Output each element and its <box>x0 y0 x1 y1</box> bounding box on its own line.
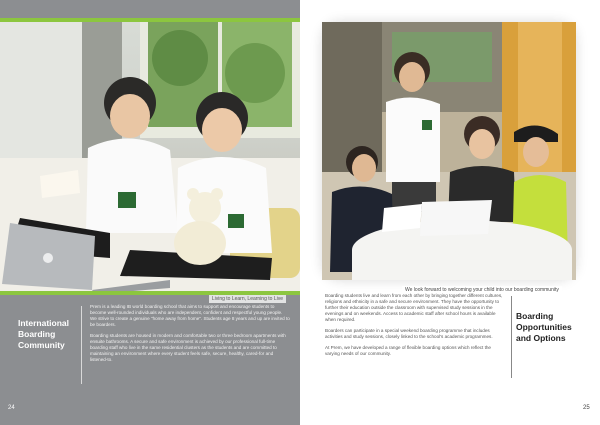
heading-line: Boarding <box>18 329 56 339</box>
left-photo-caption: Living to Learn, Learning to Live <box>209 295 286 303</box>
page-number-right: 25 <box>583 405 590 411</box>
right-column-divider <box>511 296 512 378</box>
heading-line: International <box>18 318 70 328</box>
heading-line: Community <box>18 340 65 350</box>
boys-reading-photo <box>0 18 300 302</box>
right-photo-caption: We look forward to welcoming your child into our boarding community <box>402 286 562 294</box>
heading-line: Boarding <box>516 311 554 321</box>
bottom-accent-rule <box>0 291 300 295</box>
paragraph: Boarding students live and learn from each other by bringing together different cultures, religions and ethnicity in a safe and secure environment. They have the opportunity to further their education outside the classroom with supervised study sessions in the evenings and on weekends. Access to academic staff after school hours is available when required. <box>325 293 503 322</box>
left-body-text <box>90 304 290 368</box>
heading-line: and Options <box>516 333 566 343</box>
left-column-divider <box>81 306 82 384</box>
right-body-text <box>325 293 505 362</box>
boys-reading-illustration <box>0 18 300 294</box>
page-number-left: 24 <box>8 405 15 411</box>
paragraph: Prem is a leading IB world boarding school that aims to support and encourage students to become well-rounded individuals who are independent, confident and respectful young people. We strive to create a genuine "home away from home". Students age 8 years and up are invited to be boarders. <box>90 304 290 327</box>
right-section-heading <box>516 311 586 344</box>
paragraph: Boarding students are housed in modern and comfortable two or three bedroom apartments with ensuite bathrooms. A secure and safe environment is achieved by our professional full-time boarding staff who live in the same residential clusters as the students and are committed to maintaining an environment where every student feels safe, secure, healthy, cared-for and listened-to. <box>90 333 286 362</box>
students-group-photo <box>322 22 576 293</box>
paragraph: Boarders can participate in a special weekend boarding programme that includes activities and study sessions, closely linked to the school's academic programmes. <box>325 328 493 339</box>
left-section-heading <box>18 318 88 351</box>
top-accent-rule <box>0 18 300 22</box>
students-group-illustration <box>322 22 576 280</box>
right-page <box>300 0 600 425</box>
paragraph: At Prem, we have developed a range of flexible boarding options which reflect the varying needs of our community. <box>325 345 491 356</box>
heading-line: Opportunities <box>516 322 572 332</box>
